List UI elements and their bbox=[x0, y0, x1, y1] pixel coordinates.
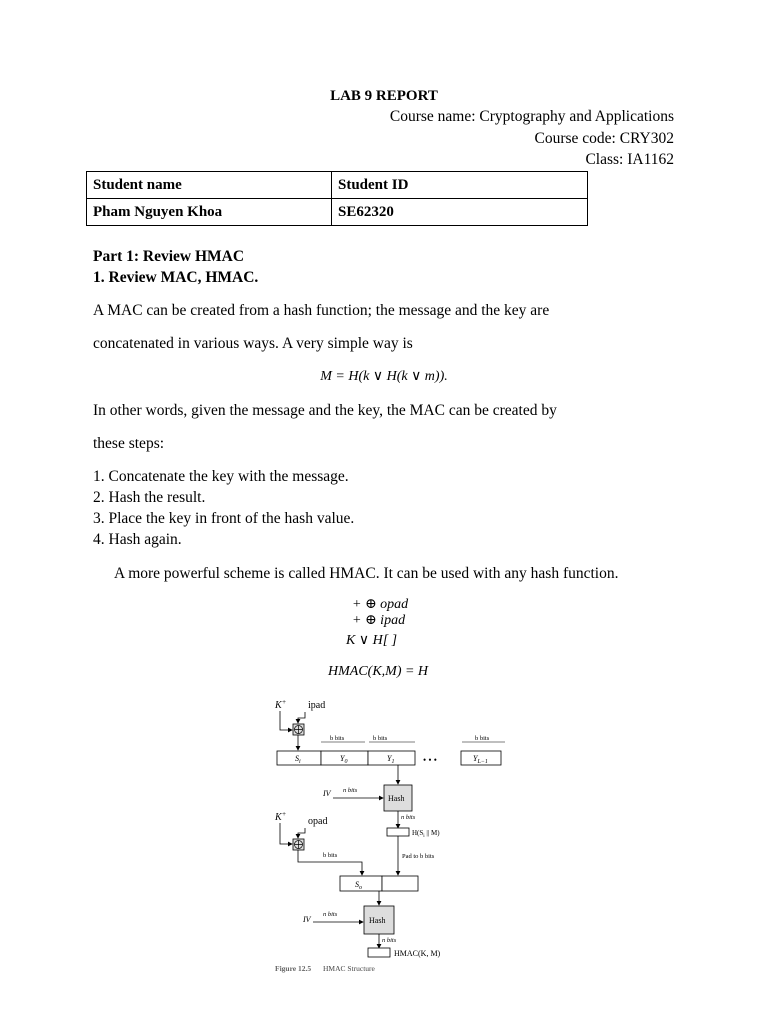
padded-hash-block bbox=[382, 876, 418, 891]
paragraph-2-line-2: these steps: bbox=[93, 435, 165, 452]
iv-label-1: IV bbox=[323, 789, 331, 798]
paragraph-1-line-1: A MAC can be created from a hash function; the message and the key are bbox=[93, 302, 550, 319]
cell-student-id: SE62320 bbox=[332, 199, 588, 226]
n-bits-label-3: n bits bbox=[323, 911, 338, 918]
yl-label: $Y_{L-1}$ bbox=[473, 754, 488, 765]
iv-label-2: IV bbox=[303, 915, 311, 924]
step-2: 2. Hash the result. bbox=[93, 489, 206, 506]
part1-heading: Part 1: Review HMAC bbox=[93, 248, 245, 265]
k-top-arrow bbox=[280, 711, 292, 730]
report-title: LAB 9 REPORT bbox=[330, 88, 438, 104]
paragraph-3: A more powerful scheme is called HMAC. It can be used with any hash function. bbox=[114, 565, 619, 582]
ipad-arrow bbox=[298, 712, 305, 723]
n-bits-label-2: n bits bbox=[401, 814, 416, 821]
header-student-name: Student name bbox=[87, 172, 332, 199]
step-1: 1. Concatenate the key with the message. bbox=[93, 468, 349, 485]
b-bits-label-2: b bits bbox=[373, 735, 388, 742]
figure-caption-number: Figure 12.5 bbox=[275, 964, 312, 973]
hash-label-1: Hash bbox=[388, 794, 405, 803]
cell-student-name: Pham Nguyen Khoa bbox=[87, 199, 332, 226]
hash-label-2: Hash bbox=[369, 916, 386, 925]
inner-hash-output bbox=[387, 828, 409, 836]
si-label: $S_i$ bbox=[295, 754, 301, 765]
b-bits-label-3: b bits bbox=[475, 735, 490, 742]
part1-subheading: 1. Review MAC, HMAC. bbox=[93, 269, 259, 286]
k-bottom-arrow bbox=[280, 823, 292, 844]
course-name: Course name: Cryptography and Applications bbox=[389, 108, 674, 125]
h-si-m-label: $H(S_i$ || M) bbox=[412, 829, 440, 839]
paragraph-1-line-2: concatenated in various ways. A very simple way is bbox=[93, 335, 413, 352]
paragraph-2-line-1: In other words, given the message and the key, the MAC can be created by bbox=[93, 402, 557, 419]
ipad-label: ipad bbox=[308, 700, 326, 711]
formula-mac: M = H(k ∨ H(k ∨ m)). bbox=[320, 369, 448, 384]
course-code: Course code: CRY302 bbox=[534, 130, 674, 147]
so-label: $S_o$ bbox=[355, 880, 362, 891]
formula-line-opad: + ⊕ opad bbox=[352, 597, 409, 612]
opad-label: opad bbox=[308, 816, 328, 827]
b-bits-label-1: b bits bbox=[330, 735, 345, 742]
formula-line-ipad: + ⊕ ipad bbox=[352, 613, 406, 628]
formula-hmac: HMAC(K,M) = H bbox=[328, 664, 429, 679]
table-header-row bbox=[87, 172, 588, 199]
student-info-table bbox=[86, 171, 588, 226]
step-4: 4. Hash again. bbox=[93, 531, 182, 548]
ellipsis-dots: • • • bbox=[423, 755, 437, 765]
hmac-output-box bbox=[368, 948, 390, 957]
pad-to-b-bits-label: Pad to b bits bbox=[402, 853, 435, 860]
k-plus-top-label: K+ bbox=[275, 698, 287, 711]
opad-arrow bbox=[298, 828, 305, 838]
step-3: 3. Place the key in front of the hash value. bbox=[93, 510, 355, 527]
k-plus-bottom-label: K+ bbox=[275, 810, 287, 823]
hmac-structure-diagram bbox=[265, 690, 510, 980]
n-bits-label-4: n bits bbox=[382, 937, 397, 944]
figure-caption-text: HMAC Structure bbox=[323, 964, 375, 973]
b-bits-label-4: b bits bbox=[323, 852, 338, 859]
n-bits-label-1: n bits bbox=[343, 787, 358, 794]
y1-label: $Y_1$ bbox=[387, 754, 395, 765]
formula-line-k: K ∨ H[ ] bbox=[346, 633, 398, 648]
y0-label: $Y_0$ bbox=[340, 754, 348, 765]
class-label: Class: IA1162 bbox=[585, 151, 674, 168]
header-student-id: Student ID bbox=[332, 172, 588, 199]
hmac-output-label: HMAC(K, M) bbox=[394, 949, 441, 958]
table-row bbox=[87, 199, 588, 226]
